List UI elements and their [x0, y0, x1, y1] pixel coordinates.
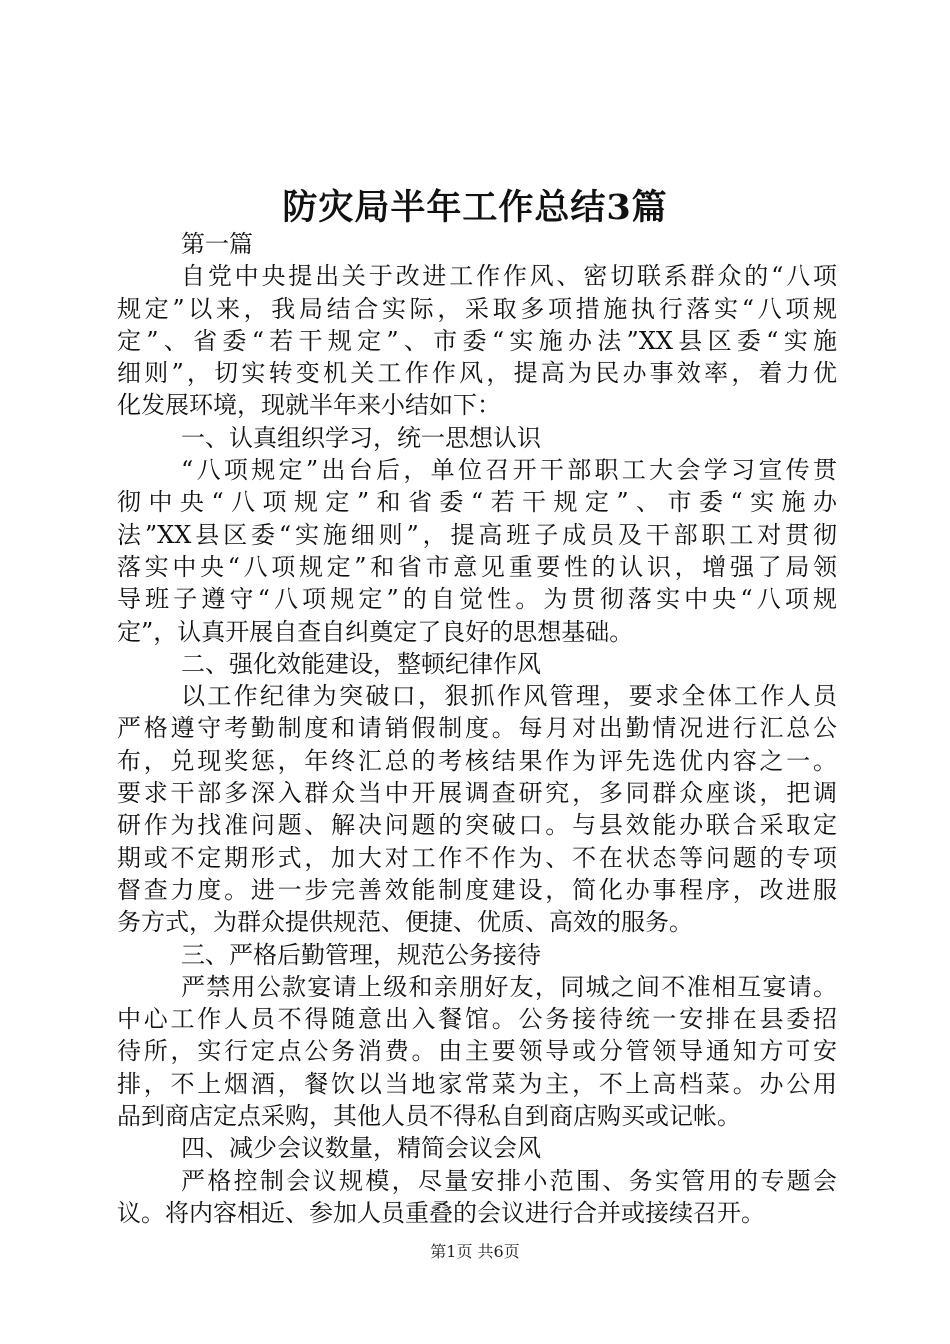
- text-line: 要求干部多深入群众当中开展调查研究，多同群众座谈，把调: [117, 779, 837, 808]
- text-line: 议。将内容相近、参加人员重叠的会议进行合并或接续召开。: [117, 1198, 765, 1227]
- text-line: 排，不上烟酒，餐饮以当地家常菜为主，不上高档菜。办公用: [117, 1069, 837, 1098]
- document-title: 防灾局半年工作总结3篇: [282, 187, 668, 228]
- text-line: 三、严格后勤管理，规范公务接待: [181, 940, 541, 969]
- text-line: 品到商店定点采购，其他人员不得私自到商店购买或记帐。: [117, 1102, 741, 1131]
- text-line: 法”XX县区委“实施细则”，提高班子成员及干部职工对贯彻: [117, 520, 837, 549]
- text-line: 布，兑现奖惩，年终汇总的考核结果作为评先选优内容之一。: [117, 746, 837, 775]
- text-line: 期或不定期形式，加大对工作不作为、不在状态等问题的专项: [117, 843, 837, 872]
- document-body: [117, 228, 837, 1229]
- text-line: 定”，认真开展自查自纠奠定了良好的思想基础。: [117, 617, 634, 646]
- text-line: 彻中央“八项规定”和省委“若干规定”、市委“实施办: [117, 488, 837, 517]
- text-line: 严禁用公款宴请上级和亲朋好友，同城之间不准相互宴请。: [181, 972, 837, 1001]
- text-line: 以工作纪律为突破口，狠抓作风管理，要求全体工作人员: [181, 682, 837, 711]
- text-line: 四、减少会议数量，精简会议会风: [181, 1134, 541, 1163]
- page-footer: 第1页 共6页: [430, 1242, 520, 1261]
- text-line: 严格遵守考勤制度和请销假制度。每月对出勤情况进行汇总公: [117, 714, 837, 743]
- text-line: 一、认真组织学习，统一思想认识: [181, 423, 541, 452]
- text-line: 落实中央“八项规定”和省市意见重要性的认识，增强了局领: [117, 552, 837, 581]
- text-line: 细则”，切实转变机关工作作风，提高为民办事效率，着力优: [117, 359, 837, 388]
- text-line: 规定”以来，我局结合实际，采取多项措施执行落实“八项规: [117, 294, 837, 323]
- text-line: 化发展环境，现就半年来小结如下：: [117, 391, 501, 420]
- text-line: 严格控制会议规模，尽量安排小范围、务实管用的专题会: [181, 1166, 837, 1195]
- text-line: 二、强化效能建设，整顿纪律作风: [181, 649, 541, 678]
- text-line: 督查力度。进一步完善效能制度建设，简化办事程序，改进服: [117, 875, 837, 904]
- text-line: 定”、省委“若干规定”、市委“实施办法”XX县区委“实施: [117, 326, 837, 355]
- text-line: 中心工作人员不得随意出入餐馆。公务接待统一安排在县委招: [117, 1005, 837, 1034]
- text-line: 第一篇: [181, 230, 253, 258]
- text-line: 务方式，为群众提供规范、便捷、优质、高效的服务。: [117, 908, 693, 937]
- text-line: “八项规定”出台后，单位召开干部职工大会学习宣传贯: [181, 456, 837, 485]
- text-line: 待所，实行定点公务消费。由主要领导或分管领导通知方可安: [117, 1037, 837, 1066]
- text-line: 自党中央提出关于改进工作作风、密切联系群众的“八项: [181, 262, 837, 291]
- text-line: 研作为找准问题、解决问题的突破口。与县效能办联合采取定: [117, 811, 837, 840]
- text-line: 导班子遵守“八项规定”的自觉性。为贯彻落实中央“八项规: [117, 585, 837, 614]
